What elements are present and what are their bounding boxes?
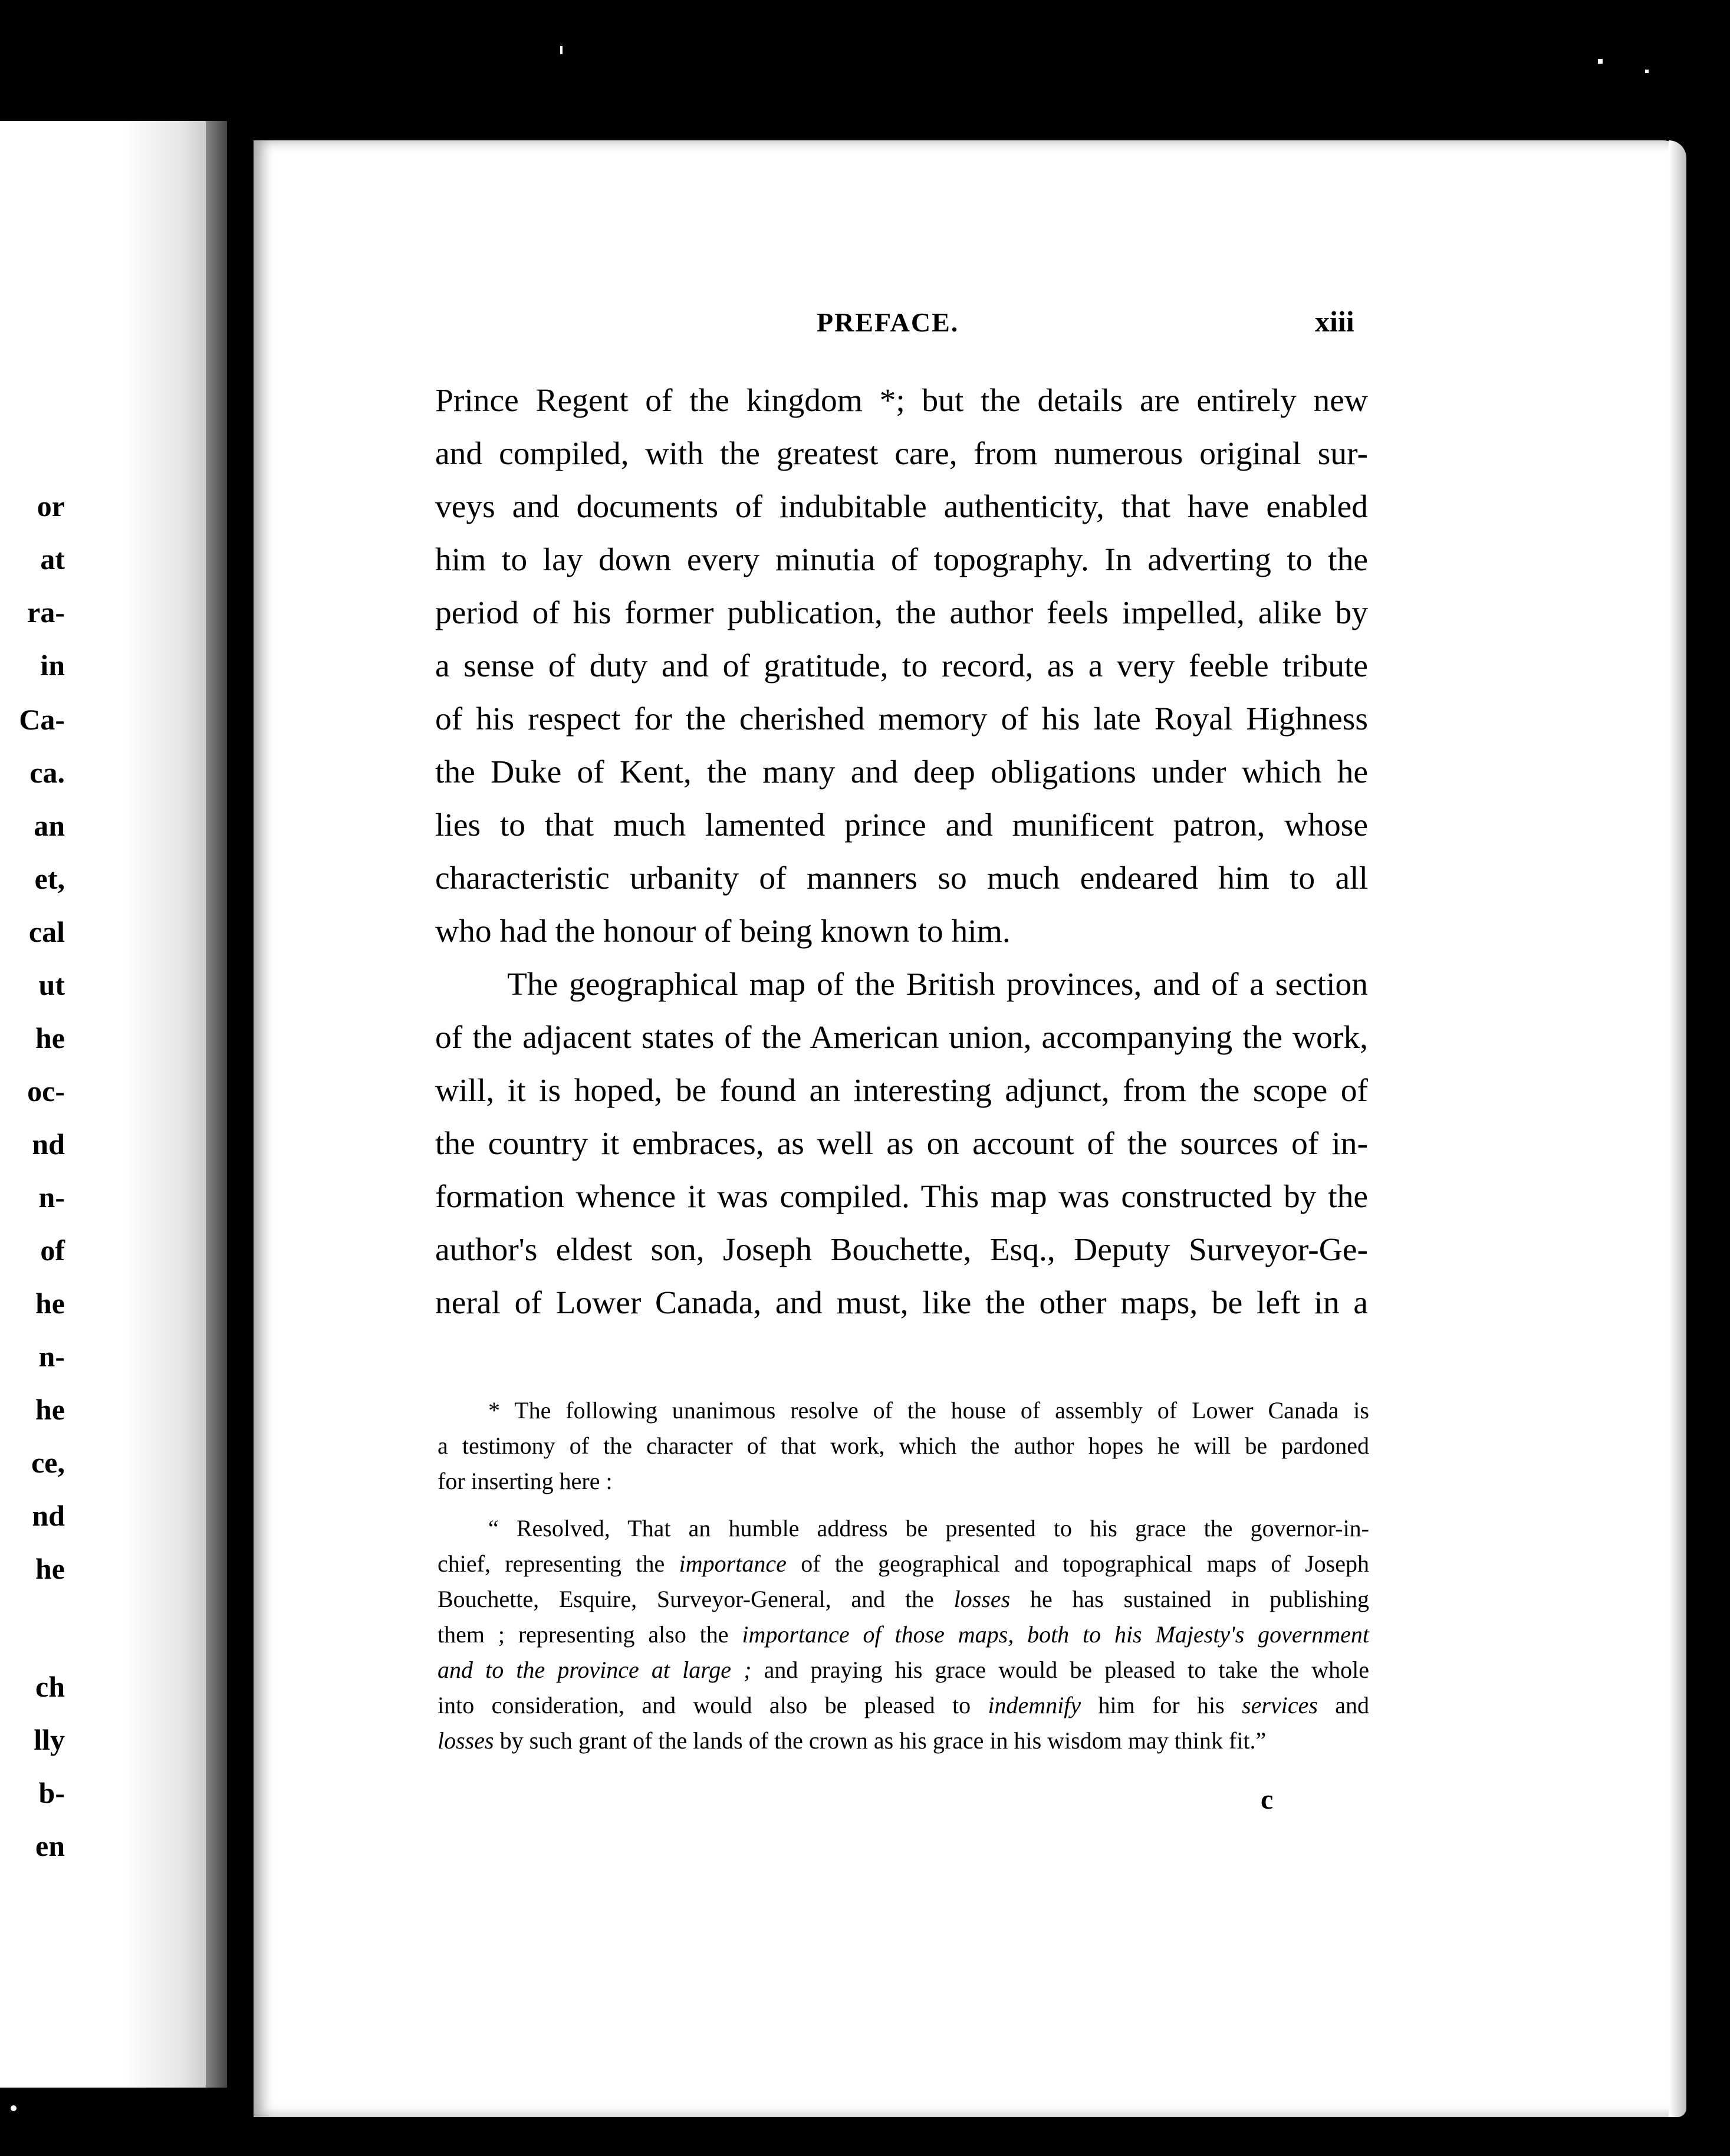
left-margin-word: an xyxy=(34,809,65,842)
scan-speck xyxy=(11,2105,17,2111)
left-margin-word: ch xyxy=(35,1670,65,1703)
left-page-edge xyxy=(0,121,227,2088)
left-margin-word: ca. xyxy=(29,756,65,789)
left-margin-word: Ca- xyxy=(19,703,65,736)
scan-speck xyxy=(1598,59,1603,64)
left-margin-word: ra- xyxy=(27,596,65,629)
footnote-emphasis: importance xyxy=(679,1550,787,1577)
left-margin-word: oc- xyxy=(27,1074,65,1107)
page-number: xiii xyxy=(1315,305,1354,338)
left-margin-word: lly xyxy=(34,1723,65,1756)
left-margin-word: in xyxy=(40,649,65,682)
body-line: veys and documents of indubitable authenticity, that have enabled xyxy=(435,489,1368,525)
left-margin-word: nd xyxy=(32,1128,65,1161)
signature-mark: c xyxy=(1261,1784,1274,1815)
right-page-fore-edge xyxy=(1669,140,1686,2117)
left-margin-word: ce, xyxy=(31,1446,65,1479)
left-margin-word: he xyxy=(35,1393,65,1426)
footnote-emphasis: indemnify xyxy=(988,1692,1081,1718)
body-line: lies to that much lamented prince and munificent patron, whose xyxy=(435,807,1368,843)
left-margin-word: b- xyxy=(38,1776,65,1809)
left-margin-word: n- xyxy=(38,1181,65,1214)
left-margin-word: en xyxy=(35,1829,65,1862)
left-page-gutter-shadow xyxy=(206,121,227,2088)
body-line: the country it embraces, as well as on account of the sources of in- xyxy=(435,1126,1368,1162)
left-margin-word: at xyxy=(40,543,65,576)
left-margin-word: ut xyxy=(38,968,65,1001)
left-margin-word: n- xyxy=(38,1340,65,1373)
body-line: a sense of duty and of gratitude, to record, as a very feeble tribute xyxy=(435,648,1368,684)
body-line: author's eldest son, Joseph Bouchette, Esq., Deputy Surveyor-Ge- xyxy=(435,1232,1368,1268)
footnote-emphasis: and to the province at large ; xyxy=(438,1657,752,1683)
footnote-line: * The following unanimous resolve of the house of assembly of Lower Canada is xyxy=(488,1397,1369,1424)
left-margin-word: cal xyxy=(28,915,65,948)
footnote-line: chief, representing the importance of the geographical and topographical maps of Joseph xyxy=(438,1550,1369,1577)
footnote-emphasis: services xyxy=(1242,1692,1318,1718)
footnote-line: a testimony of the character of that work, which the author hopes he will be pardoned xyxy=(438,1432,1369,1459)
scan-speck xyxy=(1645,70,1649,73)
running-head: PREFACE. xyxy=(817,307,959,337)
footnote-line: for inserting here : xyxy=(438,1468,613,1494)
left-margin-word: he xyxy=(35,1021,65,1054)
footnote-line: and to the province at large ; and praying his grace would be pleased to take the whole xyxy=(438,1657,1369,1683)
footnote-line: losses by such grant of the lands of the crown as his grace in his wisdom may think fit.” xyxy=(438,1727,1267,1754)
body-line: will, it is hoped, be found an interesting adjunct, from the scope of xyxy=(435,1073,1368,1109)
body-line: characteristic urbanity of manners so much endeared him to all xyxy=(435,860,1368,896)
footnote-line: “ Resolved, That an humble address be presented to his grace the governor-in- xyxy=(488,1515,1369,1542)
left-margin-word: et, xyxy=(34,862,65,895)
body-line: neral of Lower Canada, and must, like the other maps, be left in a xyxy=(435,1285,1368,1321)
left-margin-word: or xyxy=(37,489,65,522)
footnote-emphasis: importance of those maps, both to his Majesty's government xyxy=(742,1621,1369,1648)
footnote-emphasis: losses xyxy=(953,1586,1011,1612)
left-margin-word: of xyxy=(40,1234,65,1267)
body-line: of his respect for the cherished memory of his late Royal Highness xyxy=(435,701,1368,737)
body-line: him to lay down every minutia of topography. In adverting to the xyxy=(435,542,1368,578)
body-line: Prince Regent of the kingdom *; but the details are entirely new xyxy=(435,383,1368,419)
body-line: the Duke of Kent, the many and deep obligations under which he xyxy=(435,754,1368,790)
footnote-emphasis: losses xyxy=(438,1727,494,1754)
left-margin-word: he xyxy=(35,1552,65,1585)
footnote-line: them ; representing also the importance of those maps, both to his Majesty's government xyxy=(438,1621,1369,1648)
body-line: The geographical map of the British provinces, and of a section xyxy=(507,967,1368,1003)
left-margin-word: nd xyxy=(32,1499,65,1532)
body-line: period of his former publication, the author feels impelled, alike by xyxy=(435,595,1368,631)
body-line: of the adjacent states of the American union, accompanying the work, xyxy=(435,1020,1368,1056)
footnote-line: Bouchette, Esquire, Surveyor-General, and the losses he has sustained in publishing xyxy=(438,1586,1369,1612)
left-margin-word: he xyxy=(35,1287,65,1320)
scan-speck xyxy=(560,46,563,54)
body-line: and compiled, with the greatest care, from numerous original sur- xyxy=(435,436,1368,472)
body-line: who had the honour of being known to him. xyxy=(435,913,1011,949)
footnote-line: into consideration, and would also be pleased to indemnify him for his services and xyxy=(438,1692,1369,1718)
body-line: formation whence it was compiled. This map was constructed by the xyxy=(435,1179,1368,1215)
